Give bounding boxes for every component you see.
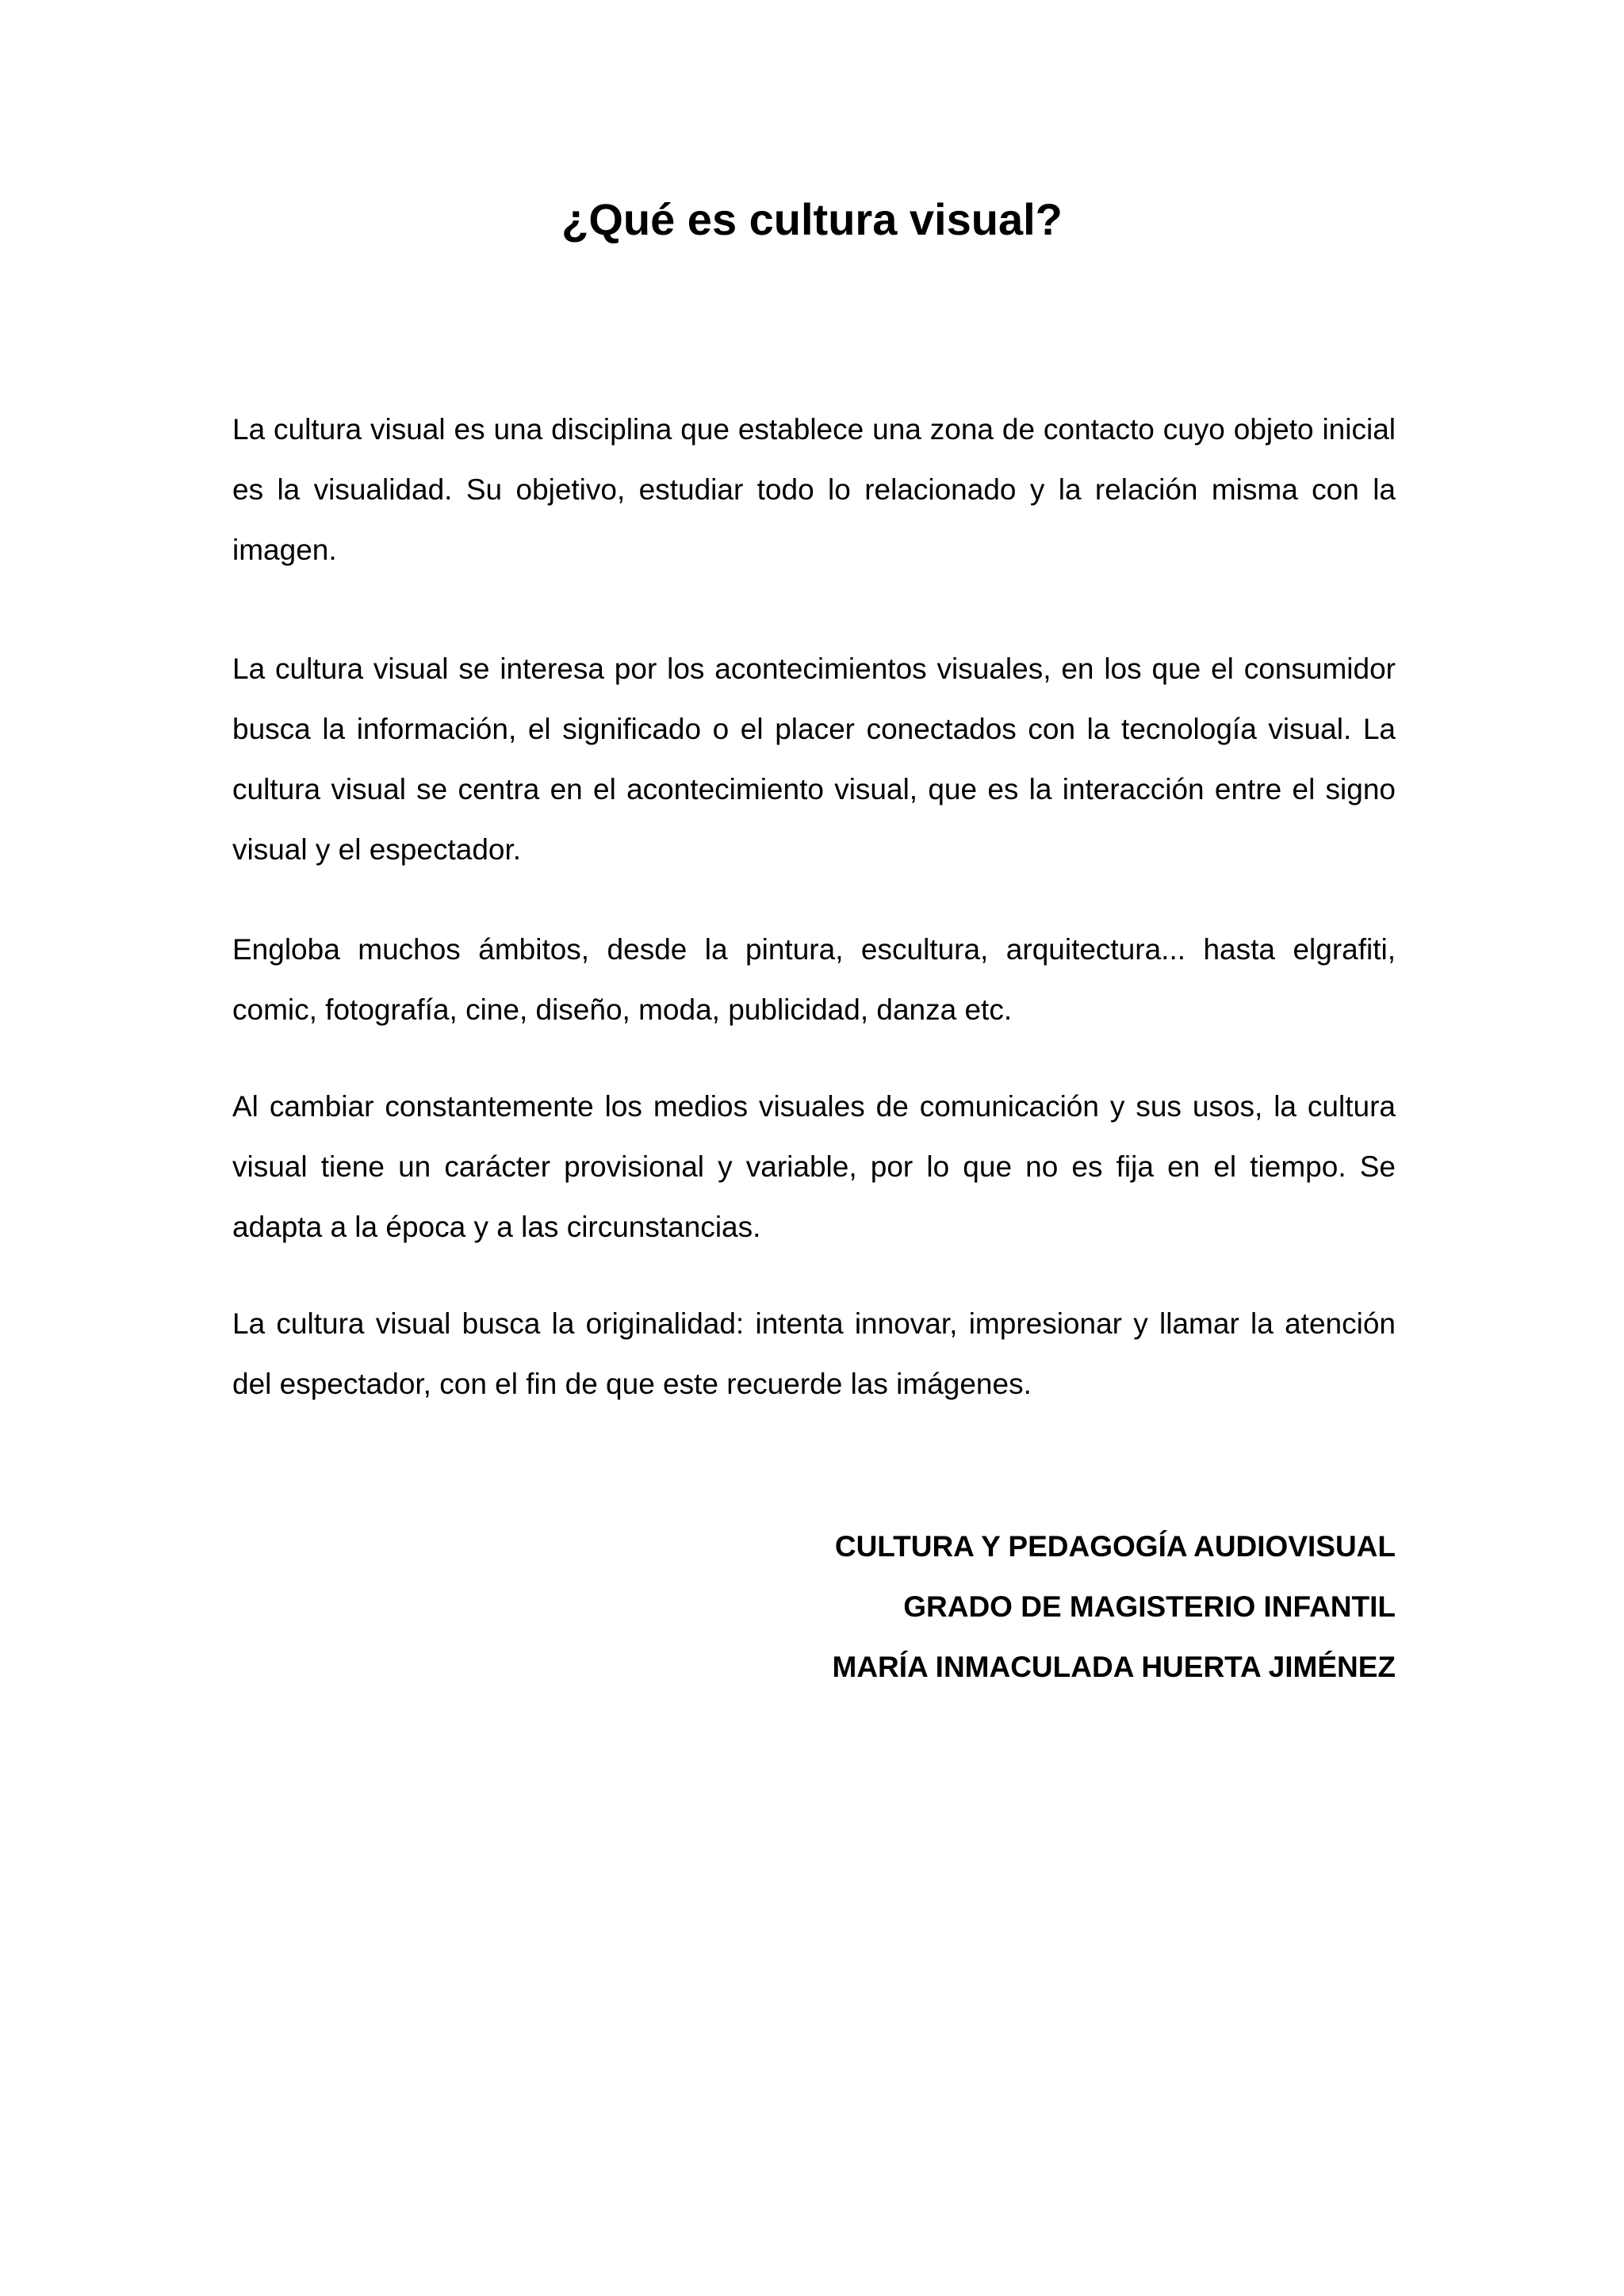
signature-author: MARÍA INMACULADA HUERTA JIMÉNEZ: [832, 1651, 1396, 1683]
paragraph-definition: La cultura visual es una disciplina que establece una zona de contacto cuyo objeto inicial es la visualidad. Su objetivo, estudiar todo lo relacionado y la relación misma con la imagen.: [232, 413, 1396, 566]
page-title: ¿Qué es cultura visual?: [561, 194, 1063, 244]
paragraph-variability: Al cambiar constantemente los medios visuales de comunicación y sus usos, la cultura visual tiene un carácter provisional y variable, por lo que no es fija en el tiempo. Se adapta a la época y a las circunstancias.: [232, 1090, 1396, 1243]
signature-degree: GRADO DE MAGISTERIO INFANTIL: [903, 1590, 1396, 1623]
signature-course: CULTURA Y PEDAGOGÍA AUDIOVISUAL: [834, 1530, 1396, 1563]
paragraph-visual-events: La cultura visual se interesa por los acontecimientos visuales, en los que el consumidor busca la información, el significado o el placer conectados con la tecnología visual. La cultura visual se centra en el acontecimiento visual, que es la interacción entre el signo visual y el espectador.: [232, 652, 1396, 866]
signature-block: [232, 1517, 1396, 1697]
paragraph-scope: Engloba muchos ámbitos, desde la pintura, escultura, arquitectura... hasta elgrafiti, comic, fotografía, cine, diseño, moda, publicidad, danza etc.: [232, 933, 1396, 1026]
paragraph-originality: La cultura visual busca la originalidad: intenta innovar, impresionar y llamar la atención del espectador, con el fin de que este recuerde las imágenes.: [232, 1307, 1396, 1400]
